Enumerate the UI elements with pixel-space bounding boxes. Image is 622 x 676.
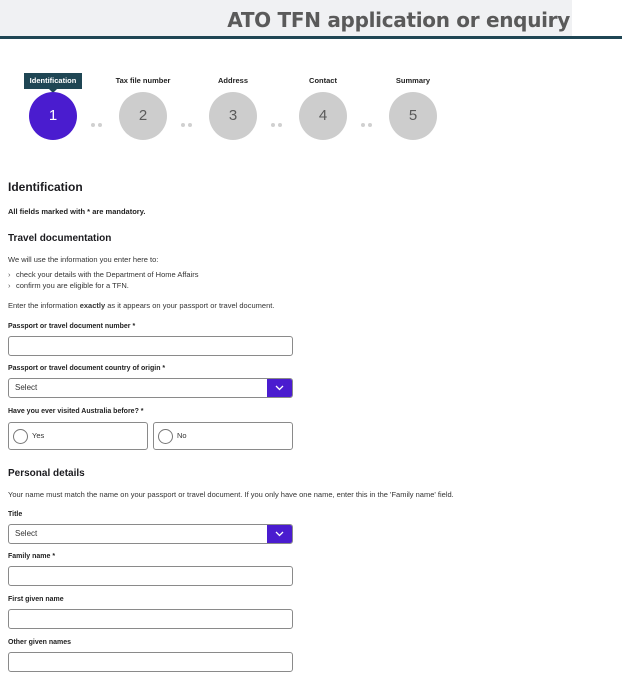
header-divider bbox=[0, 36, 622, 39]
step-number: 5 bbox=[389, 92, 437, 140]
title-select[interactable] bbox=[8, 524, 293, 544]
select-value: Select bbox=[15, 383, 38, 392]
travel-documentation-heading: Travel documentation bbox=[8, 233, 112, 244]
personal-details-heading: Personal details bbox=[8, 468, 85, 479]
step-address[interactable] bbox=[188, 70, 278, 124]
step-tax-file-number[interactable] bbox=[98, 70, 188, 124]
list-item: › confirm you are eligible for a TFN. bbox=[8, 281, 129, 290]
family-name-input[interactable] bbox=[8, 566, 293, 586]
country-of-origin-select[interactable] bbox=[8, 378, 293, 398]
radio-button[interactable] bbox=[158, 429, 173, 444]
chevron-down-icon bbox=[275, 531, 284, 537]
country-of-origin-label: Passport or travel document country of origin * bbox=[8, 365, 166, 372]
page-header bbox=[0, 0, 622, 38]
family-name-label: Family name * bbox=[8, 553, 56, 560]
chevron-down-icon bbox=[275, 385, 284, 391]
step-number: 4 bbox=[299, 92, 347, 140]
dropdown-button[interactable] bbox=[267, 525, 292, 543]
page-title: ATO TFN application or enquiry bbox=[227, 8, 570, 32]
visited-no-option[interactable] bbox=[153, 422, 293, 450]
travel-instruction: Enter the information exactly as it appears on your passport or travel document. bbox=[8, 301, 275, 310]
chevron-right-icon: › bbox=[8, 270, 11, 279]
other-given-names-label: Other given names bbox=[8, 639, 72, 646]
step-label: Address bbox=[217, 76, 248, 85]
step-number: 3 bbox=[209, 92, 257, 140]
radio-label: No bbox=[177, 431, 187, 440]
list-item: › check your details with the Department of Home Affairs bbox=[8, 270, 199, 279]
visited-yes-option[interactable] bbox=[8, 422, 148, 450]
visited-australia-label: Have you ever visited Australia before? * bbox=[8, 408, 144, 415]
step-number: 2 bbox=[119, 92, 167, 140]
select-value: Select bbox=[15, 529, 38, 538]
first-given-name-label: First given name bbox=[8, 596, 64, 603]
mandatory-note: All fields marked with * are mandatory. bbox=[8, 207, 146, 216]
radio-label: Yes bbox=[32, 431, 45, 440]
personal-intro: Your name must match the name on your passport or travel document. If you only have one name, enter this in the 'Family name' field. bbox=[8, 490, 454, 499]
step-contact[interactable] bbox=[278, 70, 368, 124]
passport-number-input[interactable] bbox=[8, 336, 293, 356]
step-label: Identification bbox=[24, 73, 83, 89]
form-heading: Identification bbox=[8, 180, 83, 194]
title-label: Title bbox=[8, 511, 23, 518]
chevron-right-icon: › bbox=[8, 281, 11, 290]
step-connector bbox=[361, 114, 377, 119]
step-connector bbox=[181, 114, 197, 119]
step-connector bbox=[91, 114, 107, 119]
step-number: 1 bbox=[29, 92, 77, 140]
step-label: Summary bbox=[395, 76, 431, 85]
step-label: Tax file number bbox=[115, 76, 171, 85]
passport-number-label: Passport or travel document number * bbox=[8, 323, 136, 330]
radio-button[interactable] bbox=[13, 429, 28, 444]
step-connector bbox=[271, 114, 287, 119]
progress-stepper bbox=[0, 70, 460, 150]
step-identification[interactable] bbox=[8, 70, 98, 124]
dropdown-button[interactable] bbox=[267, 379, 292, 397]
step-label: Contact bbox=[309, 76, 337, 85]
step-summary[interactable] bbox=[368, 70, 458, 124]
first-given-name-input[interactable] bbox=[8, 609, 293, 629]
other-given-names-input[interactable] bbox=[8, 652, 293, 672]
travel-intro: We will use the information you enter here to: bbox=[8, 255, 159, 264]
